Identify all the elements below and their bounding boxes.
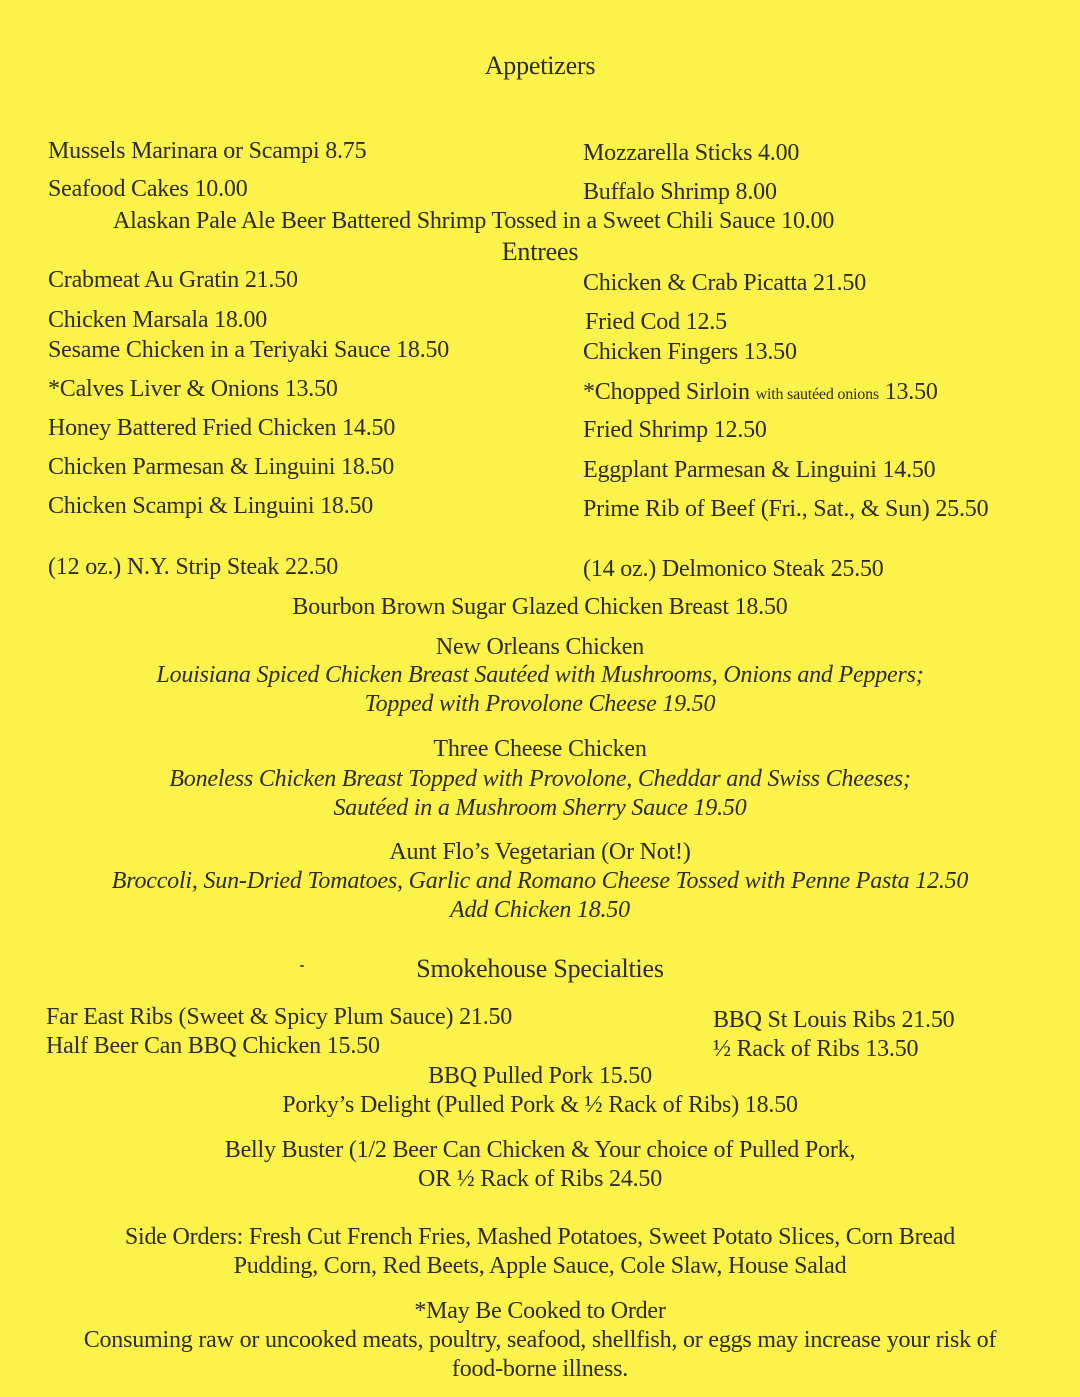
side-orders: Side Orders: Fresh Cut French Fries, Mashed Potatoes, Sweet Potato Slices, Corn Bread (124, 1224, 956, 1250)
special-description: Topped with Provolone Cheese 19.50 (364, 691, 716, 717)
special-title: Aunt Flo’s Vegetarian (Or Not!) (389, 839, 691, 865)
menu-item: Chicken Parmesan & Linguini 18.50 (48, 454, 395, 480)
menu-item: Eggplant Parmesan & Linguini 14.50 (583, 457, 936, 483)
menu-item: Mozzarella Sticks 4.00 (583, 140, 800, 166)
menu-item: Crabmeat Au Gratin 21.50 (48, 267, 298, 293)
sirloin-price: 13.50 (878, 379, 938, 405)
health-warning: food-borne illness. (451, 1356, 629, 1382)
menu-item: Fried Shrimp 12.50 (583, 417, 767, 443)
menu-item: (14 oz.) Delmonico Steak 25.50 (583, 556, 884, 582)
menu-item: Half Beer Can BBQ Chicken 15.50 (46, 1033, 380, 1059)
menu-item: Honey Battered Fried Chicken 14.50 (48, 415, 396, 441)
appetizers-heading: Appetizers (484, 51, 596, 80)
special-title: New Orleans Chicken (435, 634, 645, 660)
menu-item: Prime Rib of Beef (Fri., Sat., & Sun) 25.50 (583, 496, 989, 522)
menu-item-chopped-sirloin (583, 378, 938, 409)
menu-item: Seafood Cakes 10.00 (48, 176, 248, 202)
menu-item: Far East Ribs (Sweet & Spicy Plum Sauce) 21.50 (46, 1004, 513, 1030)
menu-item: Chicken & Crab Picatta 21.50 (583, 270, 867, 296)
health-warning: Consuming raw or uncooked meats, poultry, seafood, shellfish, or eggs may increase your risk of (83, 1327, 997, 1353)
menu-item: Sesame Chicken in a Teriyaki Sauce 18.50 (48, 337, 450, 363)
side-orders: Pudding, Corn, Red Beets, Apple Sauce, Cole Slaw, House Salad (233, 1253, 847, 1279)
menu-item: Belly Buster (1/2 Beer Can Chicken & Your choice of Pulled Pork, (224, 1137, 856, 1163)
menu-item: Bourbon Brown Sugar Glazed Chicken Breast 18.50 (292, 594, 788, 620)
special-description: Sautéed in a Mushroom Sherry Sauce 19.50 (333, 795, 747, 821)
menu-item: Chicken Marsala 18.00 (48, 307, 268, 333)
entrees-heading: Entrees (501, 237, 579, 266)
menu-item: Chicken Fingers 13.50 (583, 339, 797, 365)
special-title: Three Cheese Chicken (433, 736, 647, 762)
menu-item: Buffalo Shrimp 8.00 (583, 179, 777, 205)
menu-item: Fried Cod 12.5 (585, 309, 727, 335)
cooked-to-order-note: *May Be Cooked to Order (414, 1298, 666, 1324)
smokehouse-heading: Smokehouse Specialties (416, 954, 664, 983)
special-description: Add Chicken 18.50 (450, 897, 630, 923)
sirloin-name: *Chopped Sirloin (583, 379, 756, 405)
menu-item: Mussels Marinara or Scampi 8.75 (48, 138, 367, 164)
menu-item: *Calves Liver & Onions 13.50 (48, 376, 338, 402)
menu-item: Alaskan Pale Ale Beer Battered Shrimp Tossed in a Sweet Chili Sauce 10.00 (113, 208, 835, 234)
menu-item: BBQ Pulled Pork 15.50 (428, 1063, 652, 1089)
menu-item: Porky’s Delight (Pulled Pork & ½ Rack of Ribs) 18.50 (282, 1092, 798, 1118)
menu-item: OR ½ Rack of Ribs 24.50 (417, 1166, 663, 1192)
menu-item: (12 oz.) N.Y. Strip Steak 22.50 (48, 554, 339, 580)
menu-item: ½ Rack of Ribs 13.50 (713, 1036, 919, 1062)
sirloin-detail: with sautéed onions (755, 386, 879, 403)
special-description: Broccoli, Sun-Dried Tomatoes, Garlic and Romano Cheese Tossed with Penne Pasta 12.50 (111, 868, 969, 894)
special-description: Louisiana Spiced Chicken Breast Sautéed with Mushrooms, Onions and Peppers; (156, 662, 924, 688)
special-description: Boneless Chicken Breast Topped with Provolone, Cheddar and Swiss Cheeses; (169, 766, 911, 792)
menu-item: Chicken Scampi & Linguini 18.50 (48, 493, 374, 519)
menu-item: BBQ St Louis Ribs 21.50 (713, 1007, 955, 1033)
